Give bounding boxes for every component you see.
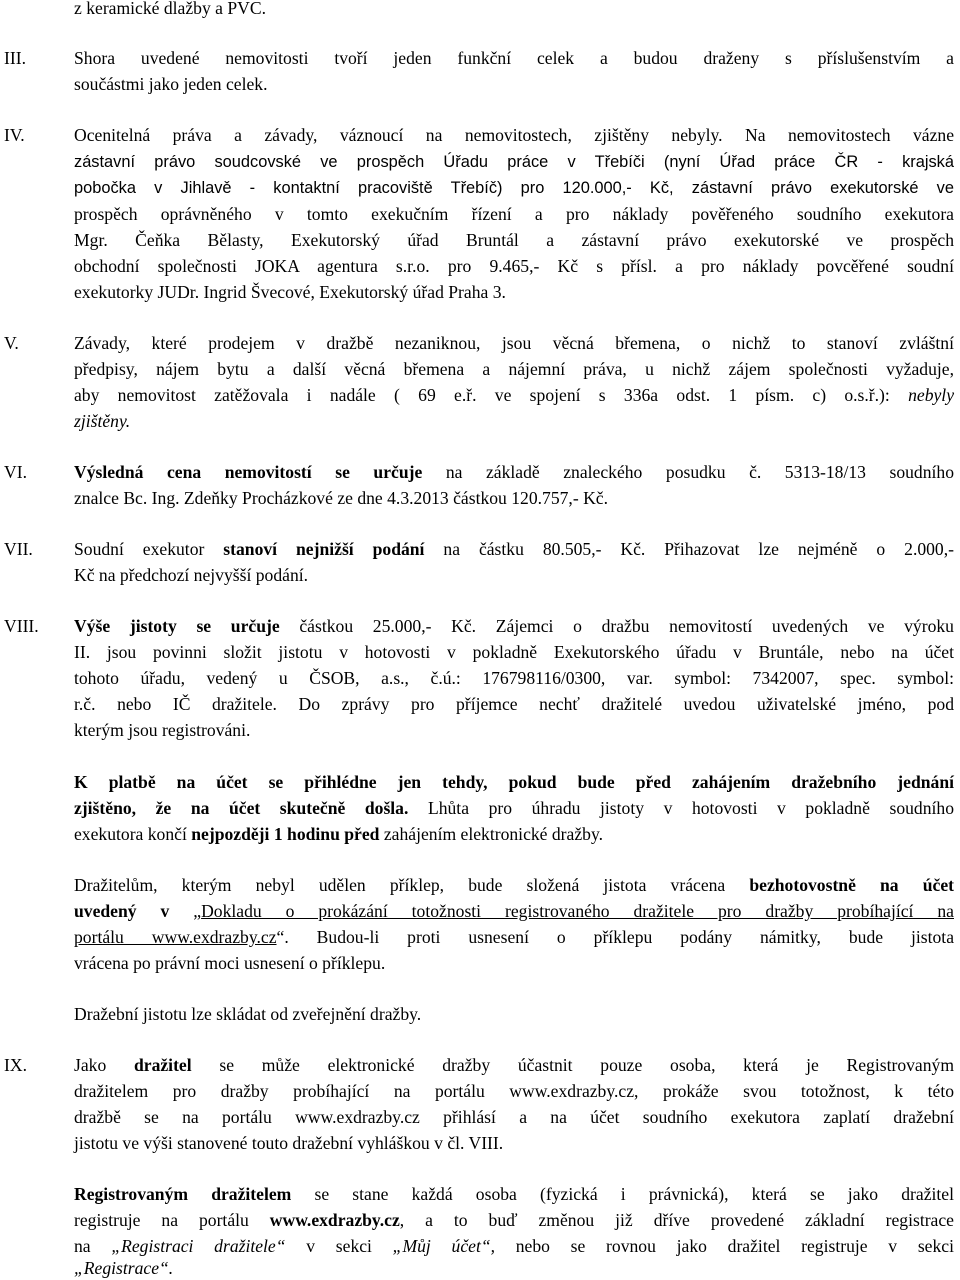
section-IX-line-3: dražbě se na portálu www.exdrazby.cz přihlásí a na účet soudního exekutora zaplatí dražební <box>74 1107 954 1127</box>
section-number-IV: IV. <box>4 125 25 145</box>
section-IV-line-7: exekutorky JUDr. Ingrid Švecové, Exekutorský úřad Praha 3. <box>74 282 506 302</box>
section-V-line-4: zjištěny. <box>74 411 131 431</box>
section-VIII-para3-line-3: portálu www.exdrazby.cz“. Budou-li proti usnesení o příklepu podány námitky, bude jistota <box>74 927 955 947</box>
section-IX-line-4: jistotu ve výši stanovené touto dražební vyhláškou v čl. VIII. <box>74 1133 504 1153</box>
section-VIII-line-4: r.č. nebo IČ dražitele. Do zprávy pro příjemce nechť dražitelé uvedou uživatelské jméno, pod <box>74 694 954 714</box>
section-VIII-line-3: tohoto úřadu, vedený u ČSOB, a.s., č.ú.: 176798116/0300, var. symbol: 7342007, spec. symbol: <box>74 668 954 688</box>
section-IX-line-1: Jako dražitel se může elektronické dražby účastnit pouze osoba, která je Registrovaným <box>74 1055 955 1075</box>
section-VIII-para4: Dražební jistotu lze skládat od zveřejnění dražby. <box>74 1004 422 1024</box>
section-number-IX: IX. <box>4 1055 27 1075</box>
section-V-line-3: aby nemovitost zatěžovala i nadále ( 69 e.ř. ve spojení s 336a odst. 1 písm. c) o.s.ř.): nebyly <box>74 385 955 405</box>
section-IX-para2-line-4: „Registrace“. <box>74 1258 174 1278</box>
section-VII-line-1: Soudní exekutor stanoví nejnižší podání na částku 80.505,- Kč. Přihazovat lze nejméně o 2.000,- <box>74 539 954 559</box>
section-VIII-para3-line-4: vrácena po právní moci usnesení o příklepu. <box>74 953 386 973</box>
section-III-line-2: součástmi jako jeden celek. <box>74 74 268 94</box>
section-VII-line-2: Kč na předchozí nejvyšší podání. <box>74 565 309 585</box>
section-VIII-para2-line-1: K platbě na účet se přihlédne jen tehdy, pokud bude před zahájením dražebního jednání <box>74 772 954 792</box>
section-VI-line-2: znalce Bc. Ing. Zdeňky Procházkové ze dne 4.3.2013 částkou 120.757,- Kč. <box>74 488 608 508</box>
section-VIII-para2-line-2: zjištěno, že na účet skutečně došla. Lhůta pro úhradu jistoty v hotovosti v pokladně soudního <box>74 798 954 818</box>
section-VIII-line-1: Výše jistoty se určuje částkou 25.000,- Kč. Zájemci o dražbu nemovitostí uvedených ve výroku <box>74 616 954 636</box>
section-VI-line-1: Výsledná cena nemovitostí se určuje na základě znaleckého posudku č. 5313-18/13 soudního <box>74 462 954 482</box>
section-number-VII: VII. <box>4 539 33 559</box>
section-IV-line-6: obchodní společnosti JOKA agentura s.r.o. pro 9.465,- Kč s přísl. a pro náklady povcěřené soudní <box>74 256 954 276</box>
section-number-V: V. <box>4 333 19 353</box>
section-III-line-1: Shora uvedené nemovitosti tvoří jeden funkční celek a budou draženy s příslušenstvím a <box>74 48 954 68</box>
section-VIII-para2-line-3: exekutora končí nejpozději 1 hodinu před zahájením elektronické dražby. <box>74 824 604 844</box>
section-IX-para2-line-3: na „Registraci dražitele“ v sekci „Můj účet“, nebo se rovnou jako dražitel registruje v sekci <box>74 1236 954 1256</box>
section-VIII-line-2: II. jsou povinni složit jistotu v hotovosti v pokladně Exekutorského úřadu v Bruntále, nebo na účet <box>74 642 954 662</box>
section-VIII-para3-line-1: Dražitelům, kterým nebyl udělen příklep, bude složená jistota vrácena bezhotovostně na účet <box>74 875 954 895</box>
section-IX-para2-line-1: Registrovaným dražitelem se stane každá osoba (fyzická i právnická), která se jako dražitel <box>74 1184 955 1204</box>
section-IV-line-1: Ocenitelná práva a závady, váznoucí na nemovitostech, zjištěny nebyly. Na nemovitostech vázne <box>74 125 954 145</box>
top-line: z keramické dlažby a PVC. <box>74 0 266 18</box>
section-IX-para2-line-2: registruje na portálu www.exdrazby.cz, a to buď změnou již dříve provedené základní registrace <box>74 1210 954 1230</box>
section-IV-line-5: Mgr. Čeňka Bělasty, Exekutorský úřad Bruntál a zástavní právo exekutorské ve prospěch <box>74 230 954 250</box>
section-IX-line-2: dražitelem pro dražby probíhající na portálu www.exdrazby.cz, prokáže svou totožnost, k této <box>74 1081 954 1101</box>
section-IV-line-3: pobočka v Jihlavě - kontaktní pracoviště Třebíč) pro 120.000,- Kč, zástavní právo exekutorské ve <box>74 179 954 197</box>
section-number-III: III. <box>4 48 26 68</box>
section-VIII-line-5: kterým jsou registrováni. <box>74 720 251 740</box>
section-IV-line-2: zástavní právo soudcovské ve prospěch Úřadu práce v Třebíči (nyní Úřad práce ČR - krajská <box>74 153 954 171</box>
section-V-line-1: Závady, které prodejem v dražbě nezaniknou, jsou věcná břemena, o nichž to stanoví zvláštní <box>74 333 954 353</box>
section-IV-line-4: prospěch oprávněného v tomto exekučním řízení a pro náklady pověřeného soudního exekutora <box>74 204 954 224</box>
section-number-VI: VI. <box>4 462 27 482</box>
section-VIII-para3-line-2: uvedený v „Dokladu o prokázání totožnosti registrovaného dražitele pro dražby probíhající na <box>74 901 954 921</box>
section-V-line-2: předpisy, nájem bytu a další věcná břemena a nájemní práva, u nichž zájem společnosti vyžaduje, <box>74 359 954 379</box>
section-number-VIII: VIII. <box>4 616 39 636</box>
